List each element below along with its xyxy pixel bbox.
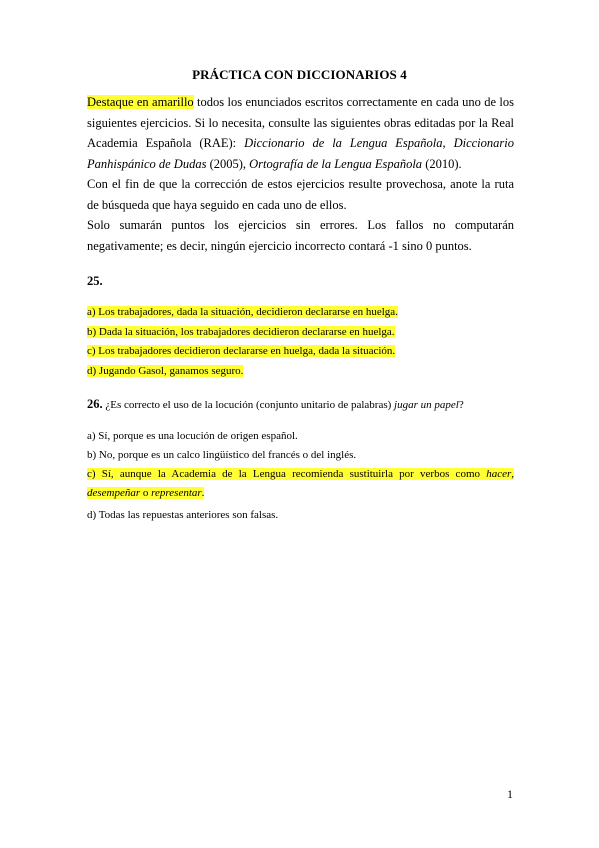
option-text: b) Dada la situación, los trabajadores decidieron declararse en huelga.	[87, 326, 395, 338]
reference-work-ortografia: Ortografía de la Lengua Española	[249, 156, 423, 171]
verb-desempenar: desempeñar	[87, 487, 141, 499]
question-25-number: 25.	[87, 274, 103, 288]
option-text: a) Los trabajadores, dada la situación, decidieron declararse en huelga.	[87, 306, 398, 318]
question-25-option-c	[87, 344, 395, 359]
question-25-option-a	[87, 305, 398, 320]
option-c-highlight	[87, 468, 514, 499]
reference-work-dle: Diccionario de la Lengua Española	[244, 136, 443, 150]
option-c-end: .	[201, 487, 205, 499]
question-26-option-c	[87, 465, 514, 503]
question-26-phrase: jugar un papel	[394, 399, 459, 411]
separator: ,	[442, 136, 454, 150]
instruction-text: todos los enunciados escritos correctamente en cada uno de los siguientes ejercicios. Si lo necesita, consulte las siguientes obras editadas por la Real Academia Española (RAE):	[87, 95, 514, 150]
question-25-option-b	[87, 325, 395, 340]
question-26-option-b: b) No, porque es un calco lingüístico del francés o del inglés.	[87, 449, 357, 461]
option-c-text: c) Sí, aunque la Academia de la Lengua recomienda sustituirla por verbos como	[87, 468, 487, 480]
question-26-number: 26.	[87, 397, 103, 411]
question-26-option-d: d) Todas las repuestas anteriores son falsas.	[87, 509, 279, 521]
instruction-highlight: Destaque en amarillo	[87, 95, 194, 109]
instructions-paragraph-2: Con el fin de que la corrección de estos ejercicios resulte provechosa, anote la ruta de búsqueda que haya seguido en cada uno de ellos.	[87, 177, 514, 212]
separator: (2005),	[206, 156, 250, 171]
instructions	[87, 92, 514, 256]
verb-representar: representar	[151, 487, 202, 499]
separator: o	[140, 487, 152, 499]
instructions-paragraph-1	[87, 92, 514, 174]
question-26-end: ?	[458, 399, 464, 411]
option-text: d) Jugando Gasol, ganamos seguro.	[87, 365, 244, 377]
separator: ,	[511, 468, 514, 480]
question-26-text: ¿Es correcto el uso de la locución (conjunto unitario de palabras)	[102, 399, 395, 411]
question-26-option-a: a) Sí, porque es una locución de origen español.	[87, 430, 298, 442]
question-26	[87, 396, 464, 413]
page-title: PRÁCTICA CON DICCIONARIOS 4	[192, 67, 407, 82]
reference-work-dpd: Diccionario Panhispánico de Dudas	[87, 136, 514, 171]
instruction-end: (2010).	[422, 156, 462, 171]
option-text: c) Los trabajadores decidieron declararse en huelga, dada la situación.	[87, 345, 396, 357]
instructions-paragraph-3: Solo sumarán puntos los ejercicios sin errores. Los fallos no computarán negativamente; es decir, ningún ejercicio incorrecto contará -1 sino 0 puntos.	[87, 218, 514, 253]
question-25-option-d	[87, 364, 243, 379]
page-number: 1	[507, 787, 513, 801]
verb-hacer: hacer	[486, 468, 512, 480]
